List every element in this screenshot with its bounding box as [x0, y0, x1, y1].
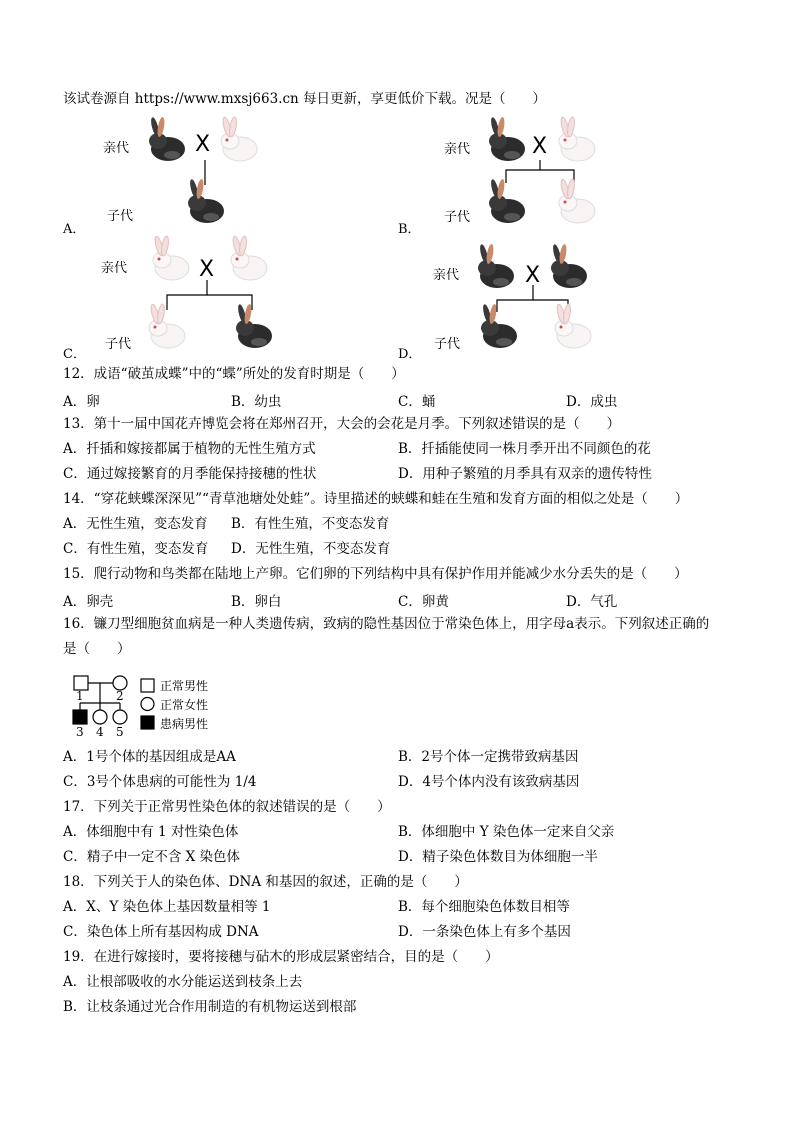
- white-rabbit-icon: [559, 117, 595, 161]
- q13-option-a[interactable]: A．扦插和嫁接都属于植物的无性生殖方式: [63, 441, 316, 457]
- legend-affected-male-icon: [141, 716, 154, 729]
- q17-option-a[interactable]: A．体细胞中有 1 对性染色体: [63, 824, 239, 840]
- q19-option-b[interactable]: B．让枝条通过光合作用制造的有机物运送到根部: [63, 999, 357, 1015]
- q19-option-a[interactable]: A．让根部吸收的水分能运送到枝条上去: [63, 974, 303, 990]
- q15-option-a[interactable]: A．卵壳: [63, 594, 114, 610]
- q11-figure-d: [478, 244, 591, 348]
- q18-option-a[interactable]: A．X、Y 染色体上基因数量相等 1: [63, 899, 271, 915]
- q16-stem-line1: 16．镰刀型细胞贫血病是一种人类遗传病，致病的隐性基因位于常染色体上，用字母a表示。下列叙述正确的: [63, 616, 710, 632]
- black-rabbit-icon: [551, 244, 587, 288]
- q17-option-b[interactable]: B．体细胞中 Y 染色体一定来自父亲: [398, 824, 615, 840]
- pedigree-num-3: 3: [76, 725, 84, 739]
- pedigree-3-affected-male: [73, 710, 87, 724]
- q14-option-d[interactable]: D．无性生殖，不变态发育: [231, 541, 391, 557]
- q13-option-b[interactable]: B．扦插能使同一株月季开出不同颜色的花: [398, 441, 651, 457]
- q12-stem: 12．成语“破茧成蝶”中的“蝶”所处的发育时期是（ ）: [63, 366, 405, 382]
- legend-normal-male: 正常男性: [160, 679, 209, 693]
- pedigree-num-2: 2: [116, 689, 124, 703]
- q16-option-d[interactable]: D．4号个体内没有该致病基因: [398, 774, 580, 790]
- q18-option-d[interactable]: D．一条染色体上有多个基因: [398, 924, 571, 940]
- header-source-line: 该试卷源自 https://www.mxsj663.cn 每日更新，享更低价下载。况是（ ）: [63, 91, 547, 107]
- q18-option-c[interactable]: C．染色体上所有基因构成 DNA: [63, 924, 259, 940]
- q11-c-child-label: 子代: [105, 337, 132, 352]
- q11-option-a[interactable]: A．: [63, 222, 86, 237]
- black-rabbit-icon: [481, 304, 517, 348]
- pedigree-4-normal-female: [93, 710, 107, 724]
- white-rabbit-icon: [559, 179, 595, 223]
- black-rabbit-icon: [478, 244, 514, 288]
- q15-option-b[interactable]: B．卵白: [231, 594, 282, 610]
- legend-normal-male-icon: [141, 679, 154, 692]
- q16-pedigree-chart: [0, 0, 250, 740]
- pedigree-1-normal-male: [74, 676, 88, 690]
- q11-b-child-label: 子代: [444, 210, 471, 225]
- legend-normal-female: 正常女性: [160, 698, 209, 712]
- q12-option-d[interactable]: D．成虫: [566, 394, 618, 410]
- q19-stem: 19．在进行嫁接时，要将接穗与砧木的形成层紧密结合，目的是（ ）: [63, 949, 499, 965]
- q13-option-d[interactable]: D．用种子繁殖的月季具有双亲的遗传特性: [398, 466, 652, 482]
- q12-option-c[interactable]: C．蛹: [398, 394, 436, 410]
- q16-option-a[interactable]: A．1号个体的基因组成是AA: [63, 749, 236, 765]
- q12-option-a[interactable]: A．卵: [63, 394, 100, 410]
- q14-option-a[interactable]: A．无性生殖，变态发育: [63, 516, 208, 532]
- q18-stem: 18．下列关于人的染色体、DNA 和基因的叙述，正确的是（ ）: [63, 874, 468, 890]
- q15-stem: 15．爬行动物和鸟类都在陆地上产卵。它们卵的下列结构中具有保护作用并能减少水分丢失的是（ ）: [63, 566, 688, 582]
- q14-option-c[interactable]: C．有性生殖，变态发育: [63, 541, 209, 557]
- pedigree-num-5: 5: [116, 725, 124, 739]
- pedigree-2-normal-female: [113, 676, 127, 690]
- legend-affected-male: 患病男性: [160, 717, 209, 731]
- black-rabbit-icon: [489, 117, 525, 161]
- q11-figure-b: [489, 117, 595, 223]
- q17-option-d[interactable]: D．精子染色体数目为体细胞一半: [398, 849, 598, 865]
- q16-stem-line2: 是（ ）: [63, 641, 131, 657]
- black-rabbit-icon: [489, 179, 525, 223]
- q17-option-c[interactable]: C．精子中一定不含 X 染色体: [63, 849, 241, 865]
- q13-stem: 13．第十一届中国花卉博览会将在郑州召开，大会的会花是月季。下列叙述错误的是（ ）: [63, 416, 621, 432]
- q15-option-d[interactable]: D．气孔: [566, 594, 618, 610]
- q13-option-c[interactable]: C．通过嫁接繁育的月季能保持接穗的性状: [63, 466, 317, 482]
- q15-option-c[interactable]: C．卵黄: [398, 594, 449, 610]
- q11-d-child-label: 子代: [434, 337, 461, 352]
- q16-option-c[interactable]: C．3号个体患病的可能性为 1/4: [63, 774, 257, 790]
- q14-option-b[interactable]: B．有性生殖，不变态发育: [231, 516, 390, 532]
- q11-option-d[interactable]: D．: [398, 347, 422, 362]
- pedigree-5-normal-female: [113, 710, 127, 724]
- q17-stem: 17．下列关于正常男性染色体的叙述错误的是（ ）: [63, 799, 391, 815]
- q11-c-parent-label: 亲代: [101, 261, 128, 276]
- pedigree-num-1: 1: [76, 689, 84, 703]
- q11-b-cross: X: [532, 134, 548, 159]
- q11-a-cross: X: [195, 132, 211, 157]
- legend-normal-female-icon: [141, 698, 154, 711]
- q12-option-b[interactable]: B．幼虫: [231, 394, 282, 410]
- q11-d-parent-label: 亲代: [433, 268, 460, 283]
- q11-a-child-label: 子代: [107, 209, 134, 224]
- q11-option-c[interactable]: C．: [63, 347, 86, 362]
- pedigree-num-4: 4: [96, 725, 104, 739]
- q11-option-b[interactable]: B．: [398, 222, 421, 237]
- q11-c-cross: X: [199, 257, 215, 282]
- q14-stem: 14．“穿花蛱蝶深深见”“青草池塘处处蛙”。诗里描述的蛱蝶和蛙在生殖和发育方面的相似之处是（ ）: [63, 491, 689, 507]
- q18-option-b[interactable]: B．每个细胞染色体数目相等: [398, 899, 570, 915]
- q11-d-cross: X: [525, 263, 541, 288]
- q11-b-parent-label: 亲代: [444, 142, 471, 157]
- q16-option-b[interactable]: B．2号个体一定携带致病基因: [398, 749, 579, 765]
- white-rabbit-icon: [555, 304, 591, 348]
- q11-a-parent-label: 亲代: [103, 141, 130, 156]
